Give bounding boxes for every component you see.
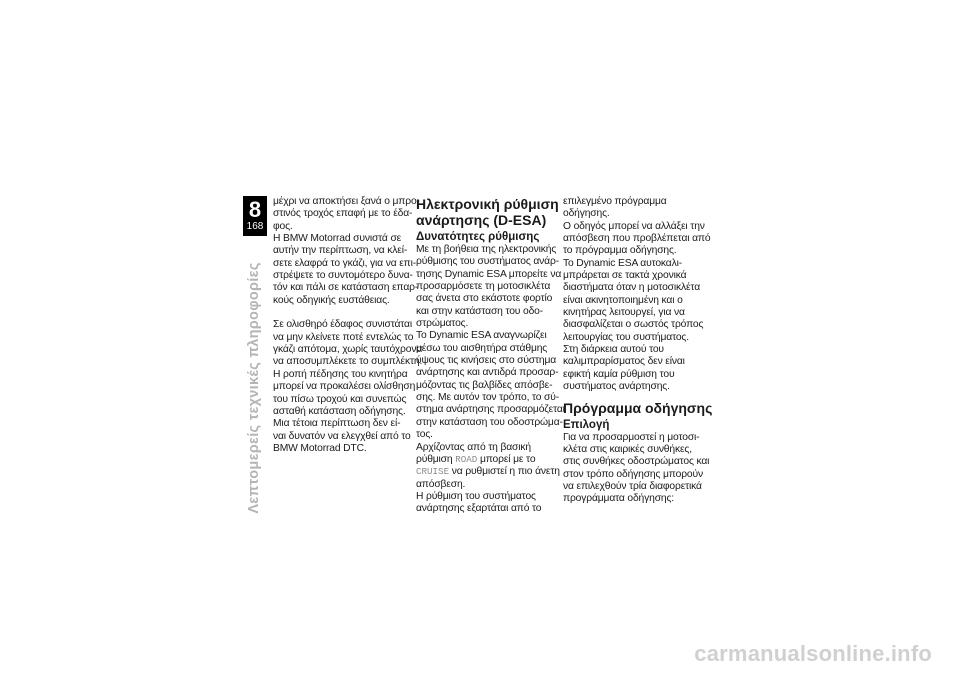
- subheading-selection: Επιλογή: [563, 418, 610, 431]
- page-number: 168: [246, 221, 264, 232]
- section-heading-riding-mode: Πρόγραμμα οδήγησης: [563, 399, 713, 416]
- chapter-side-title: Λεπτομερείς τεχνικές πληροφορίες: [246, 262, 262, 514]
- road-mode-label: ROAD: [455, 453, 478, 465]
- paragraph-calibration: επιλεγμένο πρόγραμμα οδήγησης. Ο οδηγός μπορεί να αλλάξει την απόσβεση που προβλέπεται από το πρόγραμμα οδήγησης. Το Dynamic ESA αυτοκαλι- μπράρεται σε τακτά χρονικά διαστήματα όταν η μοτοσικλέτα είναι ακινητοποιημένη και ο κινητήρας λειτουργεί, για να διασφαλίζεται ο σωστός τρόπος λειτουργίας του συστήματος. Στη διάρκεια αυτού του καλιμπραρίσματος δεν είναι εφικτή καμία ρύθμιση του συστήματος ανάρτησης.: [563, 196, 711, 393]
- paragraph-slippery-surface: Σε ολισθηρό έδαφος συνιστάται να μην κλείνετε ποτέ εντελώς το γκάζι απότομα, χωρίς ταυτόχρονα να αποσυμπλέκετε το συμπλέκτη. Η ροπή πέδησης του κινητήρα μπορεί να προκαλέσει ολίσθηση του πίσω τροχού και συνεπώς ασταθή κατάσταση οδήγησης. Μια τέτοια περίπτωση δεν εί- ναι δυνατόν να ελεγχθεί από το BMW Motorrad DTC.: [273, 319, 423, 454]
- paragraph-dynamic-esa: Με τη βοήθεια της ηλεκτρονικής ρύθμισης του συστήματος ανάρ- τησης Dynamic ESA μπορείτε να προσαρμόσετε τη μοτοσικλέτα σας άνετα στο εκάστοτε φορτίο και στην κατάσταση του οδο- στρώματος. Το Dynamic ESA αναγνωρίζει μέσω του αισθητήρα στάθμης ύψους τις κινήσεις στο σύστημα ανάρτησης και αντιδρά προσαρ- μόζοντας τις βαλβίδες απόσβε- σης. Με αυτόν τον τρόπο, το σύ- στημα ανάρτησης προσαρμόζεται στην κατάσταση του οδοστρώμα- τος. Αρχίζοντας από τη βασική ρύθμιση ROAD μπορεί με το CRUISE να ρυθμιστεί η πιο άνετη απόσβεση. Η ρύθμιση του συστήματος ανάρτησης εξαρτάται από το: [416, 244, 565, 515]
- watermark-logo: carmanualsonline.info: [694, 641, 932, 666]
- text-column-1: [273, 196, 425, 455]
- section-heading-desa: Ηλεκτρονική ρύθμιση ανάρτησης (D-ESA): [416, 196, 559, 228]
- paragraph-wheel-contact: μέχρι να αποκτήσει ξανά ο μπρο- στινός τροχός επαφή με το έδα- φος. Η BMW Motorrad συνιστά σε αυτήν την περίπτωση, να κλεί- σετε ελαφρά το γκάζι, για να επι- στρέψετε το συντομότερο δυνα- τόν και πάλι σε κατάσταση επαρ- κούς οδηγικής ευστάθειας.: [273, 196, 420, 306]
- text-column-2: [416, 196, 568, 516]
- subheading-adjustment-options: Δυνατότητες ρύθμισης: [416, 231, 540, 243]
- paragraph-riding-modes: Για να προσαρμοστεί η μοτοσι- κλέτα στις καιρικές συνθήκες, στις συνθήκες οδοστρώματος και στον τρόπο οδήγησης μπορούν να επιλεχθούν τρία διαφορετικά προγράμματα οδήγησης:: [563, 431, 710, 505]
- chapter-number: 8: [248, 197, 262, 222]
- chapter-tab: [243, 196, 267, 236]
- text-column-3: [563, 196, 715, 506]
- cruise-mode-label: CRUISE: [416, 466, 450, 478]
